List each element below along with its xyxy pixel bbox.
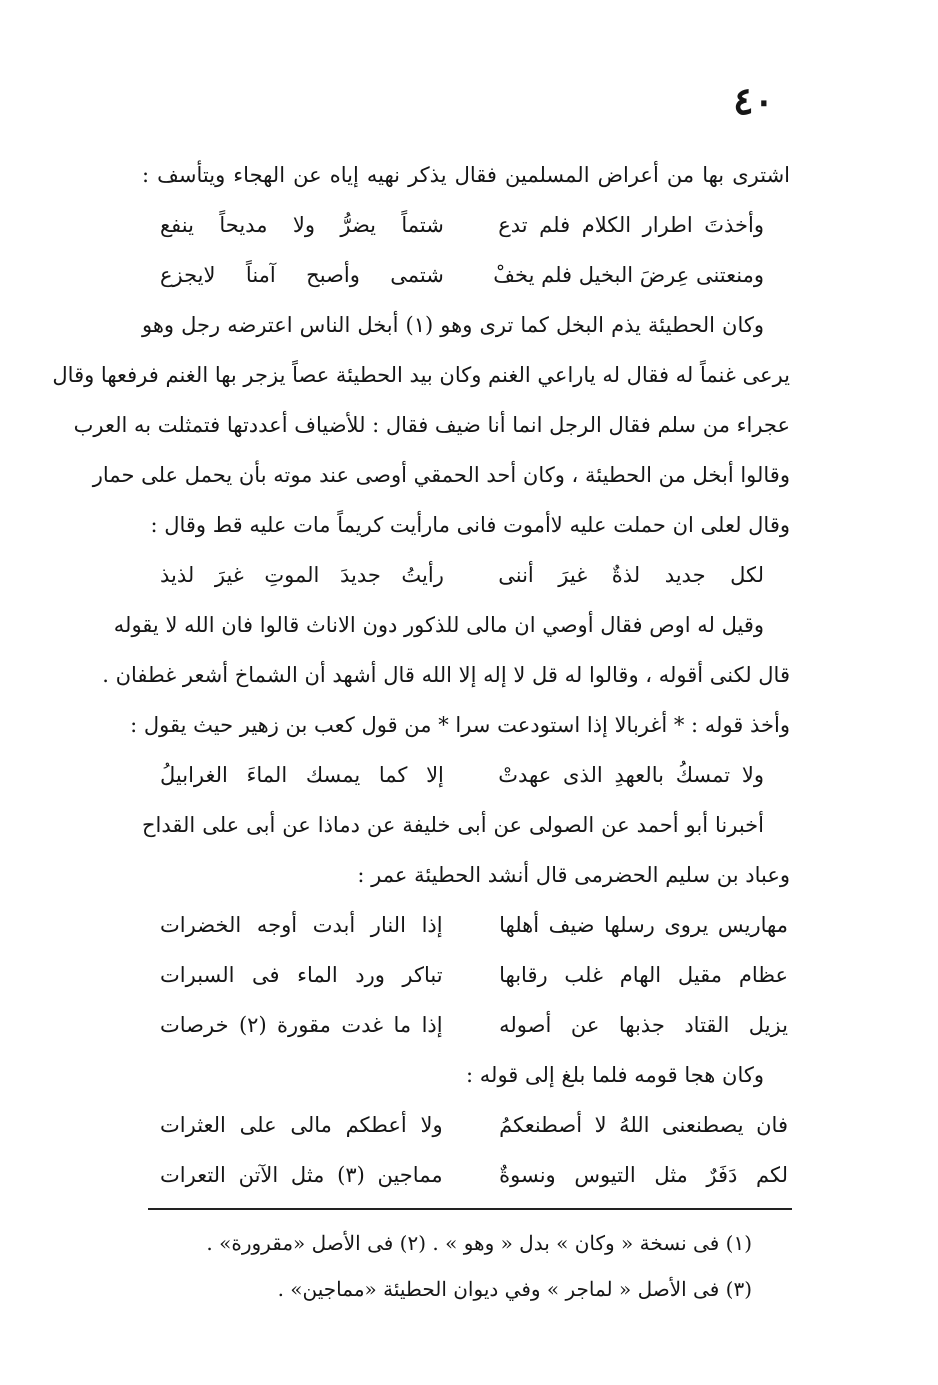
prose-line: يرعى غنماً له فقال له ياراعي الغنم وكان بيد الحطيئة عصاً يزجر بها الغنم فرفعها وقال [52,363,790,387]
verse-second-hemistich: ولا أعطكم مالى على العثرات [160,1113,443,1137]
verse-line [142,1100,790,1150]
prose-line: أخبرنا أبو أحمد عن الصولى عن أبى خليفة عن دماذا عن أبى على القداح [142,813,764,837]
verse-first-hemistich: يزيل القتاد جذبها عن أصوله [499,1013,788,1037]
footnote-divider [148,1208,792,1210]
verse-first-hemistich: ومنعتنى عِرضَ البخيل فلم يخفْ [493,263,764,287]
verse-second-hemistich: رأيتُ جديدَ الموتِ غيرَ لذيذ [160,563,444,587]
prose-line: اشترى بها من أعراض المسلمين فقال يذكر نهيه إياه عن الهجاء ويتأسف : [142,163,790,187]
verse-second-hemistich: شتمى وأصبح آمناً لايجزع [160,263,444,287]
page-number: ٤٠ [733,78,774,123]
prose-line: وكان هجا قومه فلما بلغ إلى قوله : [466,1063,764,1087]
verse-first-hemistich: فان يصطنعنى اللهُ لا أصطنعكمُ [499,1113,788,1137]
verse-second-hemistich: مماجين (٣) مثل الآتن التعرات [160,1163,443,1187]
verse-first-hemistich: ولا تمسكُ بالعهدِ الذى عهدتْ [498,763,764,787]
verse-line [142,550,790,600]
verse-second-hemistich: إذا ما غدت مقورة (٢) خرصات [160,1013,443,1037]
verse-first-hemistich: لكم دَفَرٌ مثل التيوس ونسوةٌ [499,1163,788,1187]
prose-line: وكان الحطيئة يذم البخل كما ترى وهو (١) أبخل الناس اعترضه رجل وهو [142,313,765,337]
footnotes [152,1220,752,1312]
verse-first-hemistich: مهاريس يروى رسلها ضيف أهلها [499,913,788,937]
prose-line: عجراء من سلم فقال الرجل انما أنا ضيف فقال : للأضياف أعددتها فتمثلت به العرب [73,413,790,437]
verse-first-hemistich: لكل جديد لذةٌ غيرَ أننى [498,563,764,587]
prose-line: قال لكنى أقوله ، وقالوا له قل لا إله إلا الله قال أشهد أن الشماخ أشعر غطفان . [102,663,790,687]
verse-second-hemistich: إلا كما يمسك الماءَ الغرابيلُ [160,763,444,787]
verse-first-hemistich: وأخذتَ اطرار الكلام فلم تدع [498,213,764,237]
prose-line: وقالوا أبخل من الحطيئة ، وكان أحد الحمقي أوصى عند موته بأن يحمل على حمار [92,463,790,487]
verse-line [142,900,790,950]
verse-line [142,1150,790,1200]
verse-second-hemistich: تباكر ورد الماء فى السبرات [160,963,443,987]
verse-second-hemistich: شتماً يضرُّ ولا مديحاً ينفع [160,213,444,237]
verse-line [142,950,790,1000]
main-text [52,150,790,1200]
prose-line: وقيل له اوص فقال أوصي ان مالى للذكور دون الاناث قالوا فان الله لا يقوله [113,613,764,637]
prose-line: وقال لعلى ان حملت عليه لاأموت فانى مارأيت كريماً مات عليه قط وقال : [150,513,790,537]
verse-line [142,250,790,300]
verse-first-hemistich: عظام مقيل الهام غلب رقابها [499,963,788,987]
verse-line [142,750,790,800]
prose-line: وأخذ قوله : * أغربالا إذا استودعت سرا * من قول كعب بن زهير حيث يقول : [130,713,790,737]
verse-line [142,1000,790,1050]
verse-line [142,200,790,250]
footnote-line: (١) فى نسخة « وكان » بدل « وهو » . (٢) فى الأصل «مقرورة» . [206,1231,752,1255]
verse-second-hemistich: إذا النار أبدت أوجه الخضرات [160,913,443,937]
footnote-line: (٣) فى الأصل « لماجر » وفي ديوان الحطيئة «مماجين» . [277,1277,752,1301]
prose-line: وعباد بن سليم الحضرمى قال أنشد الحطيئة عمر : [357,863,790,887]
